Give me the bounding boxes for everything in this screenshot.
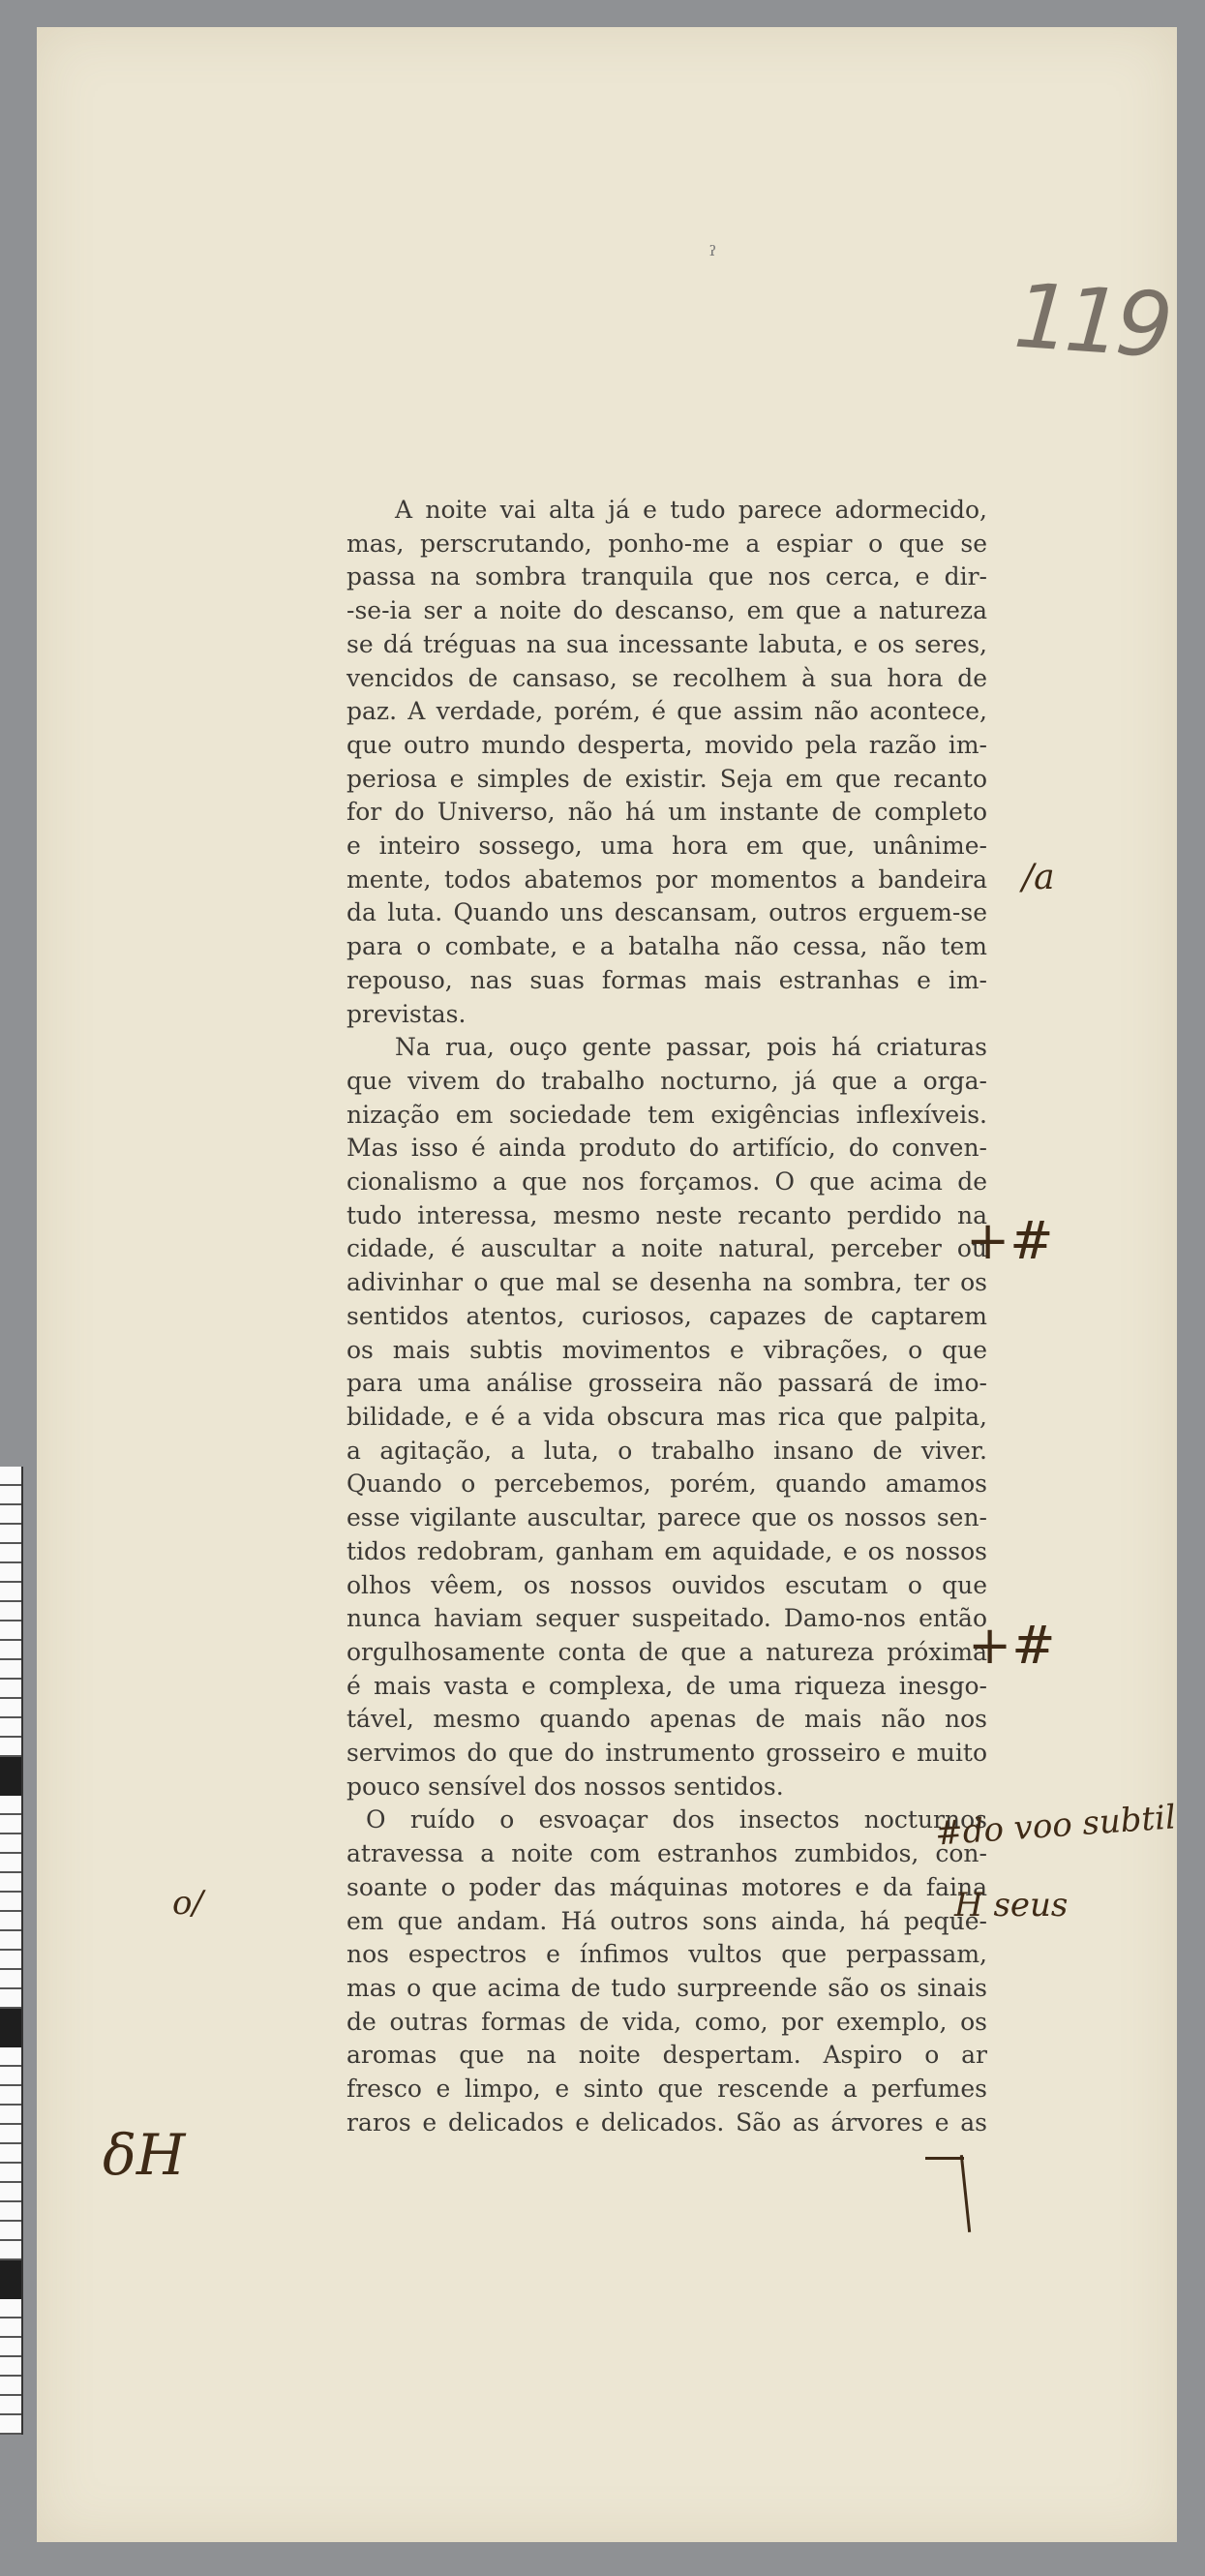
text-line: nunca haviam sequer suspeitado. Damo-nos então bbox=[346, 1604, 987, 1633]
text-line: adivinhar o que mal se desenha na sombra, ter os bbox=[346, 1268, 987, 1297]
margin-note-hash-2: +# bbox=[968, 1615, 1056, 1676]
text-line: e inteiro sossego, uma hora em que, unânime- bbox=[346, 832, 987, 861]
scale-ruler bbox=[0, 1467, 23, 2435]
text-line: nização em sociedade tem exigências inflexíveis. bbox=[346, 1100, 987, 1129]
text-line: passa na sombra tranquila que nos cerca, e dir- bbox=[346, 562, 987, 591]
text-line: Mas isso é ainda produto do artifício, do conven- bbox=[346, 1134, 987, 1163]
margin-note-sh: δH bbox=[103, 2122, 186, 2188]
text-line: sentidos atentos, curiosos, capazes de captarem bbox=[346, 1301, 987, 1330]
text-line: O ruído o esvoaçar dos insectos nocturnos bbox=[366, 1805, 987, 1834]
text-line: tável, mesmo quando apenas de mais não nos bbox=[346, 1705, 987, 1734]
text-line: atravessa a noite com estranhos zumbidos, con- bbox=[346, 1839, 987, 1868]
text-line: mente, todos abatemos por momentos a bandeira bbox=[346, 864, 987, 894]
text-line: -se-ia ser a noite do descanso, em que a natureza bbox=[346, 596, 987, 625]
page-number: 119 bbox=[1010, 263, 1171, 379]
margin-note-o: o/ bbox=[172, 1884, 203, 1923]
text-line: Na rua, ouço gente passar, pois há criaturas bbox=[395, 1033, 987, 1062]
typed-body-text bbox=[346, 494, 987, 2139]
text-line: periosa e simples de existir. Seja em que recanto bbox=[346, 764, 987, 793]
text-line: esse vigilante auscultar, parece que os nossos sen- bbox=[346, 1503, 987, 1532]
text-line: repouso, nas suas formas mais estranhas e im- bbox=[346, 965, 987, 994]
text-line: da luta. Quando uns descansam, outros erguem-se bbox=[346, 898, 987, 927]
text-line: para uma análise grosseira não passará de imo- bbox=[346, 1369, 987, 1398]
text-line: é mais vasta e complexa, de uma riqueza inesgo- bbox=[346, 1671, 987, 1700]
text-line: for do Universo, não há um instante de completo bbox=[346, 798, 987, 827]
text-line: bilidade, e é a vida obscura mas rica que palpita, bbox=[346, 1402, 987, 1431]
text-line: raros e delicados e delicados. São as árvores e as bbox=[346, 2107, 987, 2137]
text-line: mas o que acima de tudo surpreende são os sinais bbox=[346, 1973, 987, 2002]
text-line: orgulhosamente conta de que a natureza próxima bbox=[346, 1637, 987, 1666]
text-line: pouco sensível dos nossos sentidos. bbox=[346, 1772, 784, 1801]
text-line: A noite vai alta já e tudo parece adormecido, bbox=[395, 496, 987, 524]
margin-note-a: /a bbox=[1022, 858, 1055, 897]
text-line: se dá tréguas na sua incessante labuta, e os seres, bbox=[346, 629, 987, 658]
text-line: fresco e limpo, e sinto que rescende a perfumes bbox=[346, 2075, 987, 2104]
text-line: soante o poder das máquinas motores e da faina bbox=[346, 1872, 987, 1901]
text-line: servimos do que do instrumento grosseiro e muito bbox=[346, 1739, 987, 1768]
text-line: aromas que na noite despertam. Aspiro o ar bbox=[346, 2041, 987, 2070]
pencil-mark: ˀ bbox=[709, 242, 717, 271]
text-line: que vivem do trabalho nocturno, já que a orga- bbox=[346, 1066, 987, 1095]
text-line: previstas. bbox=[346, 999, 467, 1028]
text-line: tudo interessa, mesmo neste recanto perdido na bbox=[346, 1200, 987, 1229]
margin-note-hash-1: +# bbox=[966, 1210, 1054, 1271]
text-line: Quando o percebemos, porém, quando amamos bbox=[346, 1470, 987, 1499]
text-line: olhos vêem, os nossos ouvidos escutam o que bbox=[346, 1570, 987, 1599]
text-line: paz. A verdade, porém, é que assim não acontece, bbox=[346, 697, 987, 726]
margin-note-h-seus: H seus bbox=[954, 1886, 1069, 1924]
closing-bracket-mark bbox=[960, 2155, 971, 2232]
manuscript-page bbox=[37, 27, 1177, 2542]
closing-bracket-top bbox=[925, 2157, 964, 2160]
text-line: tidos redobram, ganham em aquidade, e os nossos bbox=[346, 1536, 987, 1565]
text-line: nos espectros e ínfimos vultos que perpassam, bbox=[346, 1940, 987, 1969]
text-line: os mais subtis movimentos e vibrações, o que bbox=[346, 1335, 987, 1364]
text-line: a agitação, a luta, o trabalho insano de viver. bbox=[346, 1436, 987, 1465]
text-line: cidade, é auscultar a noite natural, perceber ou bbox=[346, 1234, 987, 1263]
text-line: cionalismo a que nos forçamos. O que acima de bbox=[346, 1167, 987, 1197]
text-line: mas, perscrutando, ponho-me a espiar o que se bbox=[346, 529, 987, 558]
text-line: vencidos de cansaso, se recolhem à sua hora de bbox=[346, 663, 987, 692]
text-line: que outro mundo desperta, movido pela razão im- bbox=[346, 730, 987, 759]
margin-note-do-voo-subtil: #do voo subtil bbox=[933, 1798, 1178, 1854]
text-line: para o combate, e a batalha não cessa, não tem bbox=[346, 932, 987, 961]
text-line: em que andam. Há outros sons ainda, há peque- bbox=[346, 1906, 987, 1935]
text-line: de outras formas de vida, como, por exemplo, os bbox=[346, 2007, 987, 2036]
